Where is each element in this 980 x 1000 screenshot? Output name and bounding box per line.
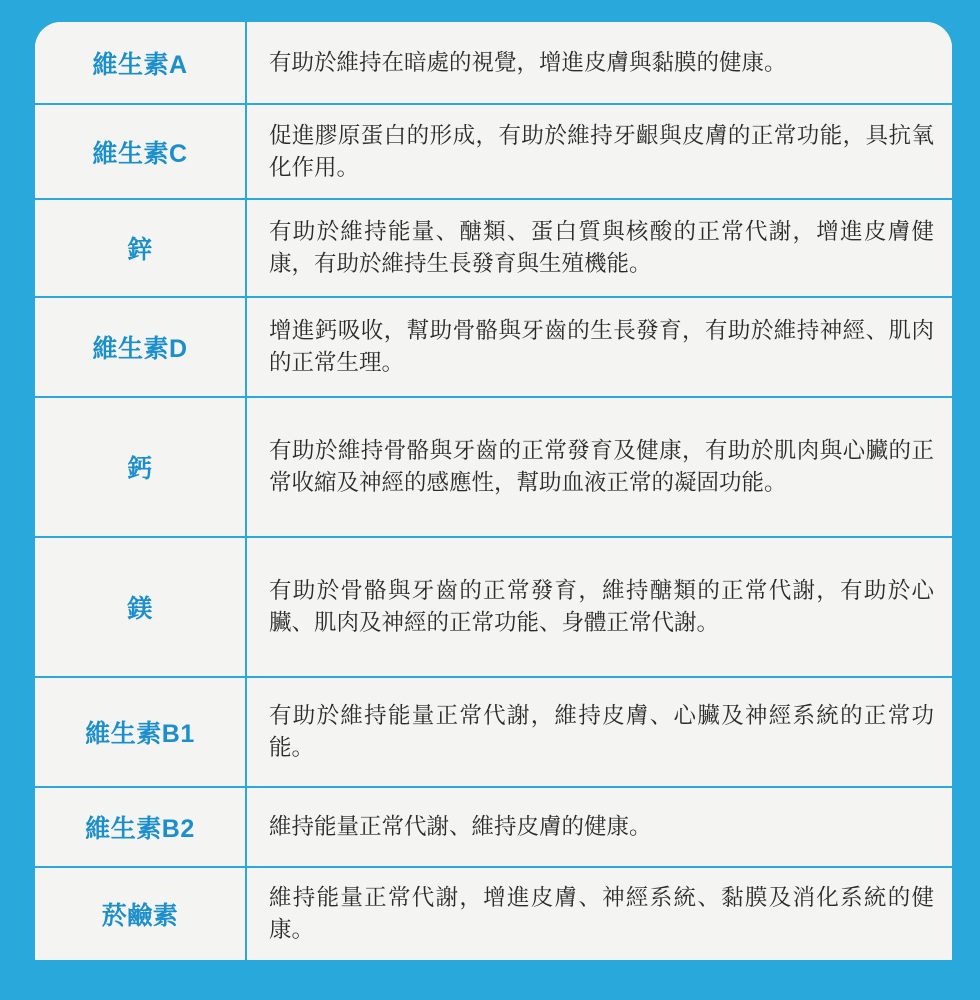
nutrient-description: 有助於維持骨骼與牙齒的正常發育及健康，有助於肌肉與心臟的正常收縮及神經的感應性，幫助血液正常的凝固功能。 <box>246 397 952 537</box>
nutrient-description: 維持能量正常代謝，增進皮膚、神經系統、黏膜及消化系統的健康。 <box>246 867 952 960</box>
nutrient-description: 維持能量正常代謝、維持皮膚的健康。 <box>246 787 952 867</box>
nutrient-name: 鎂 <box>35 537 246 677</box>
table-row <box>35 787 952 867</box>
nutrient-name: 鋅 <box>35 199 246 297</box>
table-row <box>35 22 952 104</box>
table-row <box>35 199 952 297</box>
nutrient-table-body <box>35 22 952 960</box>
nutrient-name: 菸鹼素 <box>35 867 246 960</box>
nutrient-description: 促進膠原蛋白的形成，有助於維持牙齦與皮膚的正常功能，具抗氧化作用。 <box>246 104 952 199</box>
nutrient-name: 維生素B1 <box>35 677 246 787</box>
nutrient-description: 有助於維持能量、醣類、蛋白質與核酸的正常代謝，增進皮膚健康，有助於維持生長發育與生殖機能。 <box>246 199 952 297</box>
table-row <box>35 397 952 537</box>
nutrient-description: 有助於維持在暗處的視覺，增進皮膚與黏膜的健康。 <box>246 22 952 104</box>
table-row <box>35 297 952 397</box>
nutrient-name: 維生素D <box>35 297 246 397</box>
table-row <box>35 537 952 677</box>
nutrient-name: 維生素C <box>35 104 246 199</box>
nutrient-table <box>35 22 952 960</box>
nutrient-description: 有助於骨骼與牙齒的正常發育，維持醣類的正常代謝，有助於心臟、肌肉及神經的正常功能、身體正常代謝。 <box>246 537 952 677</box>
nutrient-info-card <box>35 22 952 960</box>
nutrient-name: 維生素A <box>35 22 246 104</box>
table-row <box>35 677 952 787</box>
table-row <box>35 867 952 960</box>
nutrient-description: 有助於維持能量正常代謝，維持皮膚、心臟及神經系統的正常功能。 <box>246 677 952 787</box>
table-row <box>35 104 952 199</box>
nutrient-description: 增進鈣吸收，幫助骨骼與牙齒的生長發育，有助於維持神經、肌肉的正常生理。 <box>246 297 952 397</box>
nutrient-name: 維生素B2 <box>35 787 246 867</box>
nutrient-name: 鈣 <box>35 397 246 537</box>
